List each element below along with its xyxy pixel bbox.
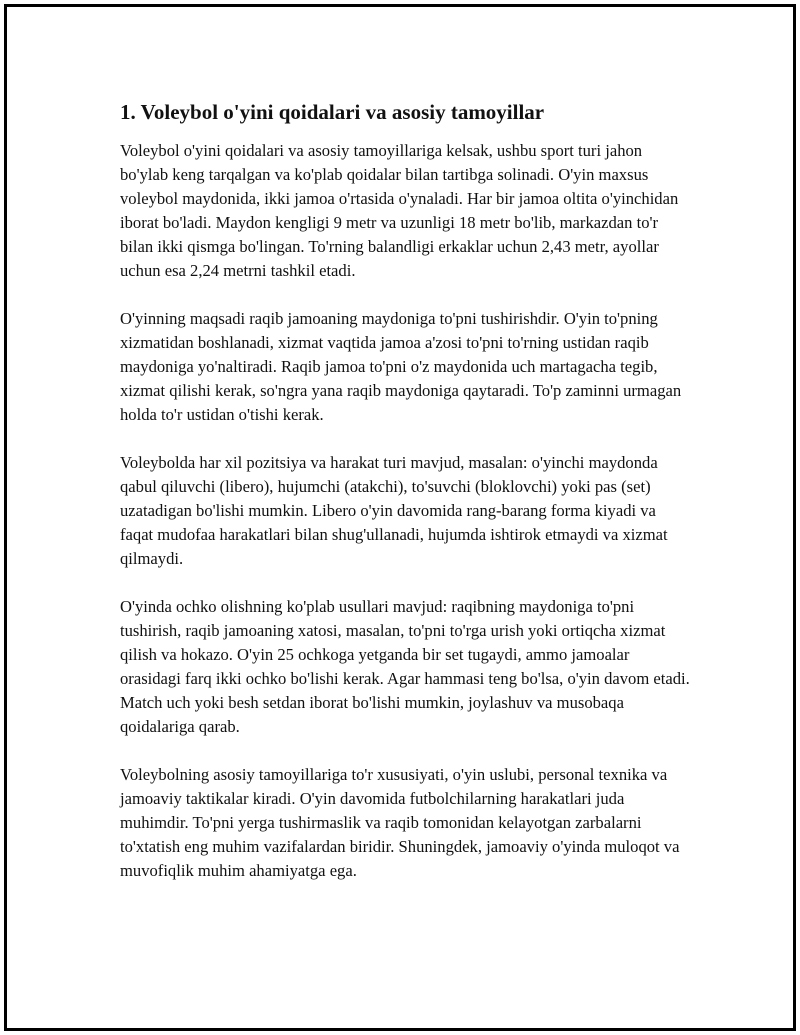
paragraph-1: Voleybol o'yini qoidalari va asosiy tamoyillariga kelsak, ushbu sport turi jahon bo'ylab keng tarqalgan va ko'plab qoidalar bilan tartibga solinadi. O'yin maxsus voleybol maydonida, ikki jamoa o'rtasida o'ynaladi. Har bir jamoa oltita o'yinchidan iborat bo'ladi. Maydon kengligi 9 metr va uzunligi 18 metr bo'lib, markazdan to'r bilan ikki qismga bo'lingan. To'rning balandligi erkaklar uchun 2,43 metr, ayollar uchun esa 2,24 metrni tashkil etadi. bbox=[120, 141, 679, 280]
paragraph-2: O'yinning maqsadi raqib jamoaning maydoniga to'pni tushirishdir. O'yin to'pning xizmatidan boshlanadi, xizmat vaqtida jamoa a'zosi to'pni to'rning ustidan raqib maydoniga yo'naltiradi. Raqib jamoa to'pni o'z maydonida uch martagacha tegib, xizmat qilishi kerak, so'ngra yana raqib maydoniga qaytaradi. To'p zaminni urmagan holda to'r ustidan o'tishi kerak. bbox=[120, 309, 682, 424]
section-heading: 1. Voleybol o'yini qoidalari va asosiy tamoyillar bbox=[120, 100, 545, 124]
paragraph-4: O'yinda ochko olishning ko'plab usullari mavjud: raqibning maydoniga to'pni tushirish, raqib jamoaning xatosi, masalan, to'pni to'rga urish yoki ortiqcha xizmat qilish va hokazo. O'yin 25 ochkoga yetganda bir set tugaydi, ammo jamoalar orasidagi farq ikki ochko bo'lishi kerak. Agar hammasi teng bo'lsa, o'yin davom etadi. Match uch yoki besh setdan iborat bo'lishi mumkin, joylashuv va musobaqa qoidalariga qarab. bbox=[120, 597, 690, 736]
document-page bbox=[4, 4, 796, 1031]
paragraph-3: Voleybolda har xil pozitsiya va harakat turi mavjud, masalan: o'yinchi maydonda qabul qiluvchi (libero), hujumchi (atakchi), to'suvchi (bloklovchi) yoki pas (set) uzatadigan bo'lishi mumkin. Libero o'yin davomida rang-barang forma kiyadi va faqat mudofaa harakatlari bilan shug'ullanadi, hujumda ishtirok etmaydi va xizmat qilmaydi. bbox=[120, 453, 668, 568]
paragraph-5: Voleybolning asosiy tamoyillariga to'r xususiyati, o'yin uslubi, personal texnika va jamoaviy taktikalar kiradi. O'yin davomida futbolchilarning harakatlari juda muhimdir. To'pni yerga tushirmaslik va raqib tomonidan kelayotgan zarbalarni to'xtatish eng muhim vazifalardan biridir. Shuningdek, jamoaviy o'yinda muloqot va muvofiqlik muhim ahamiyatga ega. bbox=[120, 765, 680, 880]
document-body bbox=[120, 99, 692, 907]
